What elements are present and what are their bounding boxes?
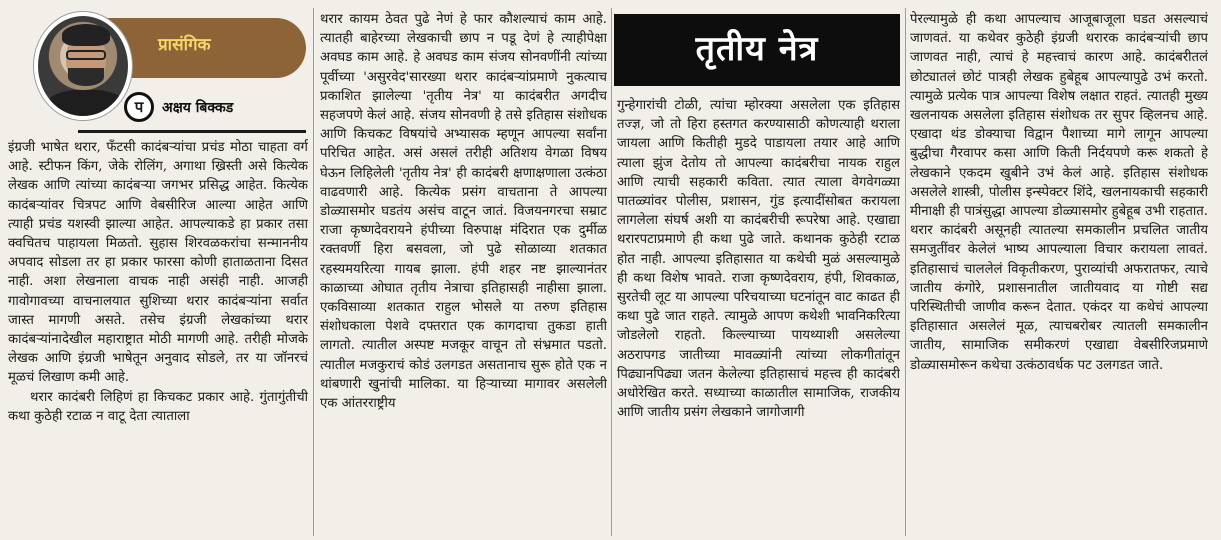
column-divider [313,8,314,536]
article-column-3 [617,96,900,538]
paragraph: थरार कादंबरी लिहिणं हा किचकट प्रकार आहे. गुंतागुंतीची कथा कुठेही रटाळ न वाटू देता त्याताला [8,389,308,424]
photo-hair [62,24,110,46]
photo-shirt [46,90,126,120]
article-column-4 [910,10,1208,538]
article-title-box [614,14,900,86]
column-divider [611,8,612,536]
photo-beard [68,68,104,86]
column-divider [905,8,906,536]
paragraph: थरार कायम ठेवत पुढे नेणं हे फार कौशल्याचं काम आहे. त्यातही बाहेरच्या लेखकाची छाप न पडू देणं हे त्याहीपेक्षा अवघड काम आहे. हे अवघड काम संजय सोनवणींनी त्यांच्या पूर्वीच्या 'असुरवेद'सारख्या थरार कादंबऱ्यांप्रमाणे नुकत्याच प्रकाशित झालेल्या 'तृतीय नेत्र' या कादंबरीत अगदीच सहजपणे केलं आहे. संजय सोनवणी हे तसे इतिहास संशोधक आणि किचकट विषयांचे अभ्यासक म्हणून आपल्या सर्वांना परिचित आहेत. असं असलं तरीही अतिशय वेगळा विषय घेऊन लिहिलेली 'तृतीय नेत्र' ही कादंबरी क्षणाक्षणाला उत्कंठा वाढवणारी आहे. कित्येक प्रसंग वाचताना ते आपल्या डोळ्यासमोर घडतंय असंच वाटून जातं. विजयनगरचा सम्राट राजा कृष्णदेवरायने हंपीच्या विरुपाक्ष मंदिरात एक दुर्मीळ रक्तवर्णी हिरा बसवला, जो पुढे सोळाव्या शतकात रहस्यमयरित्या गायब झाला. हंपी शहर नष्ट झाल्यानंतर काळाच्या ओघात तृतीय नेत्राचा इतिहासही नाहीसा झाला. एकविसाव्या शतकात राहुल भोसले या तरुण इतिहास संशोधकाला पेशवे दफ्तरात एक कागदाचा तुकडा हाती लागतो. त्यातील अस्पष्ट मजकूर वाचून तो संभ्रमात पडतो. त्यातील मजकुराचं कोडं उलगडत असतानाच सुरू होते एक न थांबणारी खुनांची मालिका. या हिऱ्याच्या मागावर असलेली एक आंतरराष्ट्रीय [320,12,607,412]
author-name: अक्षय बिक्कड [162,100,234,116]
paragraph: इंग्रजी भाषेत थरार, फँटसी कादंबऱ्यांचा प्रचंड मोठा चाहता वर्ग आहे. स्टीफन किंग, जेके रोलिंग, अगाथा ख्रिस्ती असे कित्येक लेखक आणि त्यांच्या कादंबऱ्या जगभर प्रसिद्ध आहेत. कित्येक कादंबऱ्यांवर चित्रपट आणि वेबसीरिज आल्या आहेत आणि त्याही प्रचंड यशस्वी झाल्या आहेत. आपल्याकडे हा प्रकार तसा क्वचितच पाहायला मिळतो. सुहास शिरवळकरांचा सन्माननीय अपवाद सोडला तर हा प्रकार फारसा कोणी हाताळताना दिसत नाही. अशा लेखनाला वाचक नाही असंही नाही. आजही गावोगावच्या वाचनालयात सुशिच्या थरार कादंबऱ्यांना सर्वात जास्त मागणी असते. तसेच इंग्रजी लेखकांच्या थरार कादंबऱ्यांनादेखील महाराष्ट्रात मोठी मागणी आहे. तरीही मोजके लेखक आणि इंग्रजी भाषेतून अनुवाद सोडले, तर या जॉनरचं मूळचं लिखाण कमी आहे. [8,140,308,386]
article-title: तृतीय नेत्र [695,29,819,69]
section-tag: प्रासंगिक [158,35,211,55]
author-photo [34,12,132,120]
byline-banner [8,12,306,124]
publication-logo: प [124,92,154,122]
paragraph: पेरल्यामुळे ही कथा आपल्याच आजूबाजूला घडत असल्याचं जाणवतं. या कथेवर कुठेही इंग्रजी थरारक कादंबऱ्यांची छाप जाणवत नाही, त्याचं हे महत्त्वाचं कारण आहे. कादंबरीतलं छोट्यातलं छोटं पात्रही लेखक हुबेहूब आपल्यापुढे उभं करतो. त्यामुळे प्रत्येक पात्र आपल्या विशेष लक्षात राहतं. त्यातही मुख्य खलनायक असलेला इतिहास संशोधक तर सुपर व्हिलनच आहे. एखादा थंड डोक्याचा विद्वान पैशाच्या मागे लागून आपल्या बुद्धीचा गैरवापर कसा आणि किती निर्दयपणे करू शकतो हे लेखकाने एकदम खुबीने उभं केलं आहे. इतिहास संशोधक असलेले शास्त्री, पोलीस इन्स्पेक्टर शिंदे, खलनायकाची सहकारी मीनाक्षी ही पात्रंसुद्धा आपल्या डोळ्यासमोर हुबेहूब उभी राहतात. थरार कादंबरी असूनही त्यातल्या समकालीन प्रचलित जातीय समजुतींवर केलेलं भाष्य आपल्याला विचार करायला लावतं. इतिहासाचं चाललेलं विकृतीकरण, पुराव्यांची अफरातफर, त्याचे जातीय कंगोरे, प्रशासनातील जातीयवाद या गोष्टी सद्य परिस्थितीची जाणीव करून देतात. एकंदर या कथेचं आपल्या इतिहासात असलेलं मूळ, त्याचबरोबर त्यातली समकालीन जातीय, सामाजिक समीकरणं एखाद्या वेबसीरिजप्रमाणे डोळ्यासमोरून कथेचा उत्कंठावर्धक पट उलगडत जाते. [910,12,1208,373]
article-column-1 [8,138,308,538]
paragraph: गुन्हेगारांची टोळी, त्यांचा म्होरक्या असलेला एक इतिहास तज्ज्ञ, जो तो हिरा हस्तगत करण्यासाठी कोणत्याही थराला जायला आणि कितीही मुडदे पाडायला तयार आहे आणि त्याला झुंज देतोय तो आपल्या कादंबरीचा नायक राहुल आणि त्याची सहकारी कविता. त्यात त्याला वेगवेगळ्या पातळ्यांवर पोलीस, प्रशासन, गुंड इत्यादींसोबत करायला लागलेला संघर्ष अशी या कादंबरीची रूपरेषा आहे. एखाद्या थरारपटाप्रमाणे ही कथा पुढे जाते. कथानक कुठेही रटाळ होत नाही. आपल्या इतिहासात या कथेची मुळं असल्यामुळे ही कथा विशेष भावते. राजा कृष्णदेवराय, हंपी, शिवकाळ, सुरतेची लूट या आपल्या परिचयाच्या घटनांतून वाट काढत ही कथा पुढे जात राहते. त्यामुळे आपण कथेशी भावनिकरित्या जोडलेलो राहतो. किल्ल्याच्या पायथ्याशी असलेल्या अठरापगड जातीच्या मावळ्यांनी त्यांच्या लोकगीतांतून पिढ्यानपिढ्या जतन केलेल्या इतिहासाचं महत्त्व ही कादंबरी अधोरेखित करते. सध्याच्या काळातील सामाजिक, राजकीय आणि जातीय प्रसंग लेखकाने जागोजागी [617,98,900,421]
article-column-2 [320,10,607,538]
photo-glasses [66,50,106,60]
byline-underline [78,130,306,133]
